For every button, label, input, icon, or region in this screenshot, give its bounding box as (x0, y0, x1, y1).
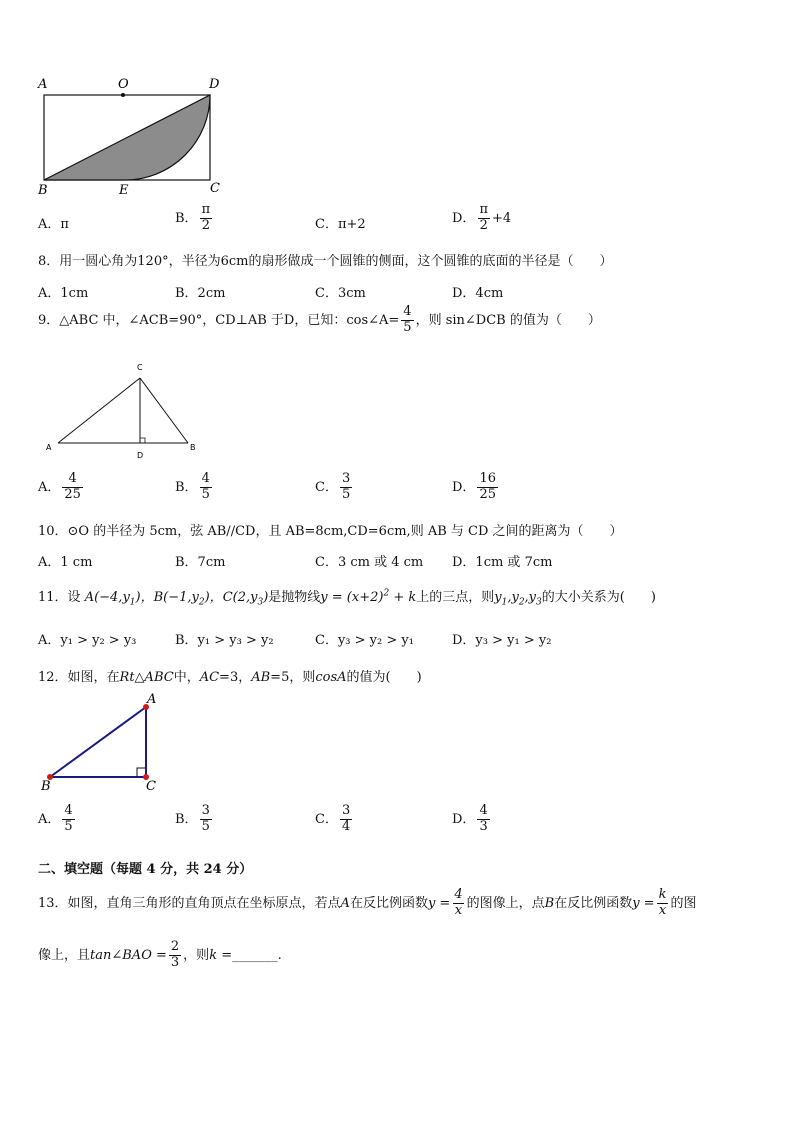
q8-option-c[interactable]: C．3cm (315, 286, 366, 301)
side-ab (50, 707, 146, 777)
q12-option-d[interactable]: D． $\frac{4}{3}$ (452, 803, 488, 834)
q7-b-fraction: $\frac{\pi}{2}$ (201, 202, 211, 233)
label-a: A (147, 692, 157, 707)
label-a: A (46, 443, 52, 452)
q7-d-fraction: $\frac{\pi}{2}$ (479, 202, 488, 233)
q8-question: 8．用一圆心角为120°，半径为6cm的扇形做成一个圆锥的侧面，这个圆锥的底面的半径是（ ） (38, 254, 613, 269)
label-b: B (41, 779, 51, 794)
q9-d-fraction: $\frac{16}{25}$ (479, 471, 496, 502)
section-title: 二、填空题（每题 4 分，共 24 分） (38, 862, 253, 877)
q10-option-d[interactable]: D．1cm 或 7cm (452, 555, 553, 570)
figure-triangle-abc-altitude (40, 358, 210, 463)
q9-option-c[interactable]: C． $\frac{3}{5}$ (315, 471, 351, 502)
q9-option-a[interactable]: A． $\frac{4}{25}$ (38, 471, 81, 502)
label-a: A (38, 77, 48, 92)
q11-option-d[interactable]: D．y₃ > y₁ > y₂ (452, 633, 552, 648)
q12-question: 12．如图，在Rt△ABC中，AC=3，AB=5，则cosA的值为( ) (38, 670, 422, 685)
q9-option-b[interactable]: B． $\frac{4}{5}$ (175, 471, 210, 502)
q7-option-c[interactable]: C．π+2 (315, 217, 366, 232)
q12-b-fraction: $\frac{3}{5}$ (201, 803, 210, 834)
label-c: C (137, 363, 143, 372)
q11-option-c[interactable]: C．y₃ > y₂ > y₁ (315, 633, 414, 648)
q7-option-d[interactable]: D． $\frac{\pi}{2}$ +4 (452, 202, 512, 233)
side-ac (58, 378, 140, 443)
q8-option-b[interactable]: B．2cm (175, 286, 226, 301)
q12-option-a[interactable]: A． $\frac{4}{5}$ (38, 803, 73, 834)
q11-question: 11．设 $A(-4,y_1)$，$B(-1,y_2)$，$C(2,y_3)$是抛物线$y = (x+2)^2 + k$上的三点，则$y_1,y_2,y_3$的大小关系为( ) (38, 588, 656, 608)
q8-option-d[interactable]: D．4cm (452, 286, 504, 301)
q10-option-a[interactable]: A．1 cm (38, 555, 93, 570)
q13-frac-2-over-3: $\frac{2}{3}$ (170, 939, 180, 970)
q9-option-d[interactable]: D． $\frac{16}{25}$ (452, 471, 496, 502)
right-angle-mark (140, 438, 145, 443)
q10-option-c[interactable]: C．3 cm 或 4 cm (315, 555, 424, 570)
shaded-region (44, 95, 210, 180)
label-d: D (209, 77, 220, 92)
q13-line-2: 像上，且tan∠BAO = $\frac{2}{3}$ ，则k =_______. (38, 939, 282, 970)
q10-question: 10．⊙O 的半径为 5cm，弦 AB//CD，且 AB=8cm,CD=6cm,则 AB 与 CD 之间的距离为（ ） (38, 524, 623, 539)
q12-option-b[interactable]: B． $\frac{3}{5}$ (175, 803, 210, 834)
side-bc (140, 378, 188, 443)
label-c: C (146, 779, 156, 794)
q9-c-fraction: $\frac{3}{5}$ (341, 471, 351, 502)
q12-d-fraction: $\frac{4}{3}$ (479, 803, 488, 834)
q12-option-c[interactable]: C． $\frac{3}{4}$ (315, 803, 351, 834)
point-o (121, 93, 125, 97)
q9-a-fraction: $\frac{4}{25}$ (64, 471, 81, 502)
label-b: B (190, 443, 196, 452)
q13-frac-k-over-x: $\frac{k}{x}$ (658, 887, 667, 918)
q10-option-b[interactable]: B．7cm (175, 555, 226, 570)
q13-frac-4-over-x: $\frac{4}{x}$ (454, 887, 463, 918)
label-e: E (119, 183, 129, 198)
label-o: O (118, 77, 129, 92)
figure-right-triangle-abc (36, 692, 166, 794)
q8-option-a[interactable]: A．1cm (38, 286, 89, 301)
q11-option-a[interactable]: A．y₁ > y₂ > y₃ (38, 633, 137, 648)
q9-b-fraction: $\frac{4}{5}$ (201, 471, 210, 502)
label-c: C (210, 181, 220, 196)
q9-cos-fraction: $\frac{4}{5}$ (403, 304, 412, 335)
q13-answer-blank[interactable]: _______ (232, 947, 278, 963)
q12-c-fraction: $\frac{3}{4}$ (341, 803, 351, 834)
label-b: B (38, 183, 48, 198)
q7-option-a[interactable]: A．π (38, 217, 69, 232)
q13-line-1: 13．如图，直角三角形的直角顶点在坐标原点，若点A在反比例函数y = $\frac{4}{x}$ 的图像上，点B在反比例函数y = $\frac{k}{x}$ 的图 (38, 887, 697, 918)
figure-rectangle-semicircle (30, 70, 230, 205)
q11-option-b[interactable]: B．y₁ > y₃ > y₂ (175, 633, 274, 648)
q7-option-b[interactable]: B． $\frac{\pi}{2}$ (175, 202, 211, 233)
q12-a-fraction: $\frac{4}{5}$ (64, 803, 73, 834)
q9-question: 9．△ABC 中，∠ACB=90°，CD⊥AB 于D，已知：cos∠A= $\frac{4}{5}$ ，则 sin∠DCB 的值为（ ） (38, 304, 601, 335)
label-d: D (137, 451, 144, 460)
